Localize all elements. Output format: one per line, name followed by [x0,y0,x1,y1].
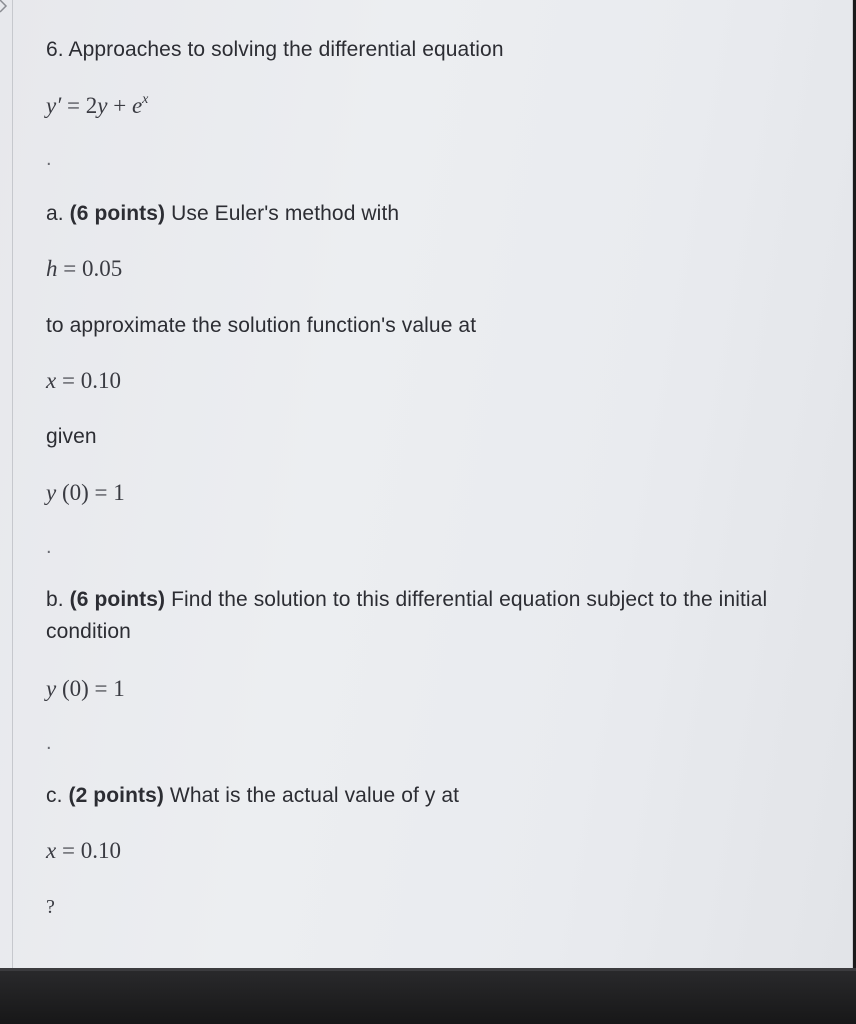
part-a-prompt: a. (6 points) Use Euler's method with [46,202,400,225]
part-b-label: b. [46,588,64,611]
part-a-text-2: to approximate the solution function's value at [46,314,477,337]
part-b-text-cont: condition [46,620,131,643]
screen-bottom-edge [0,968,856,971]
part-a-label: a. [46,202,64,225]
step-size-equation: h = 0.05 [46,256,123,281]
separator-dot: . [46,536,52,558]
corner-arrow-icon [0,0,8,14]
part-b-points: (6 points) [69,588,166,611]
monitor-bezel [0,968,856,1024]
answer-placeholder: ? [46,896,55,918]
part-c-x-equation: x = 0.10 [46,838,121,863]
part-a-points: (6 points) [69,202,166,225]
separator-dot: . [46,148,52,170]
part-b-initial-condition: y (0) = 1 [46,676,125,701]
main-equation: $y' = 2y + e^x$ [46,92,149,118]
part-c-prompt: c. (2 points) What is the actual value of y at [46,784,460,807]
left-border [12,0,13,968]
part-c-points: (2 points) [68,784,164,807]
separator-dot: . [46,732,52,754]
part-c-label: c. [46,784,63,807]
equation-lhs: y′ [46,93,62,118]
given-text: given [46,425,97,448]
part-a-initial-condition: y (0) = 1 [46,480,125,505]
part-b-prompt: b. (6 points) Find the solution to this differential equation subject to the initial [46,588,768,611]
question-title: 6. Approaches to solving the differential equation [46,38,504,61]
part-a-x-equation: x = 0.10 [46,368,121,393]
